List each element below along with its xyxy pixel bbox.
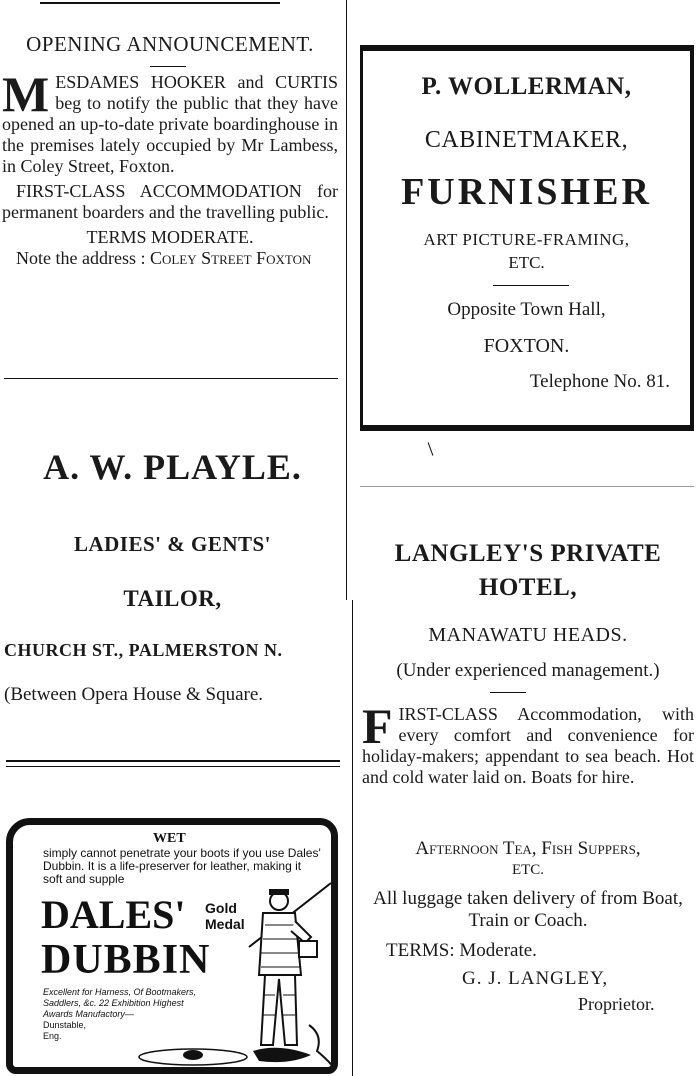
langley-title-2: HOTEL, bbox=[478, 574, 578, 601]
langley-rule bbox=[490, 692, 526, 693]
opening-terms: TERMS MODERATE. bbox=[86, 227, 254, 247]
wollerman-ad bbox=[360, 45, 694, 431]
fisherman-illustration bbox=[239, 875, 335, 1069]
dubbin-text: simply cannot penetrate your boots if you use Dales' Dubbin. It is a life-preserver for leather, making it soft and supple bbox=[43, 846, 321, 886]
playle-line1: LADIES' & GENTS' bbox=[73, 532, 272, 556]
wollerman-framing: ART PICTURE-FRAMING, bbox=[423, 230, 630, 249]
wollerman-bottom-rule bbox=[360, 486, 694, 487]
wollerman-top-border bbox=[363, 45, 690, 51]
langley-afternoon: Afternoon Tea, Fish Suppers, bbox=[415, 838, 641, 859]
dubbin-ad bbox=[6, 818, 338, 1074]
column-divider bbox=[346, 0, 347, 600]
langley-etc: ETC. bbox=[511, 862, 545, 878]
opening-address-block bbox=[2, 248, 338, 269]
wollerman-location: Opposite Town Hall, bbox=[447, 299, 606, 320]
langley-title-1: LANGLEY'S PRIVATE bbox=[394, 540, 662, 567]
wollerman-tick bbox=[428, 442, 434, 455]
langley-luggage: All luggage taken delivery of from Boat, Train or Coach. bbox=[373, 888, 683, 931]
opening-address-lead: Note the address : bbox=[16, 248, 146, 268]
wollerman-bottom-border bbox=[363, 425, 690, 431]
langley-left-rule bbox=[352, 600, 353, 1076]
opening-announcement bbox=[2, 66, 338, 269]
wollerman-trade: CABINETMAKER, bbox=[424, 127, 629, 153]
wollerman-telephone: Telephone No. 81. bbox=[529, 371, 670, 392]
opening-address: Coley Street Foxton bbox=[149, 248, 312, 268]
dubbin-small-2: Saddlers, &c. 22 Exhibition Highest bbox=[43, 998, 184, 1008]
dubbin-small-5: Eng. bbox=[43, 1031, 62, 1041]
langley-management: (Under experienced management.) bbox=[396, 660, 660, 681]
langley-proprietor-name: G. J. LANGLEY, bbox=[462, 968, 609, 989]
opening-accommodation: FIRST-CLASS ACCOMMODATION for permanent boarders and the travelling public. bbox=[2, 181, 338, 222]
opening-dropcap: M bbox=[2, 66, 50, 122]
opening-heading-rule bbox=[150, 66, 186, 67]
opening-heading: OPENING ANNOUNCEMENT. bbox=[26, 32, 314, 56]
dubbin-small-1: Excellent for Harness, Of Bootmakers, bbox=[43, 987, 197, 997]
dubbin-wet: WET bbox=[153, 831, 186, 846]
dubbin-small-3: Awards Manufactory— bbox=[43, 1009, 134, 1019]
langley-dropcap: F bbox=[362, 698, 393, 754]
opening-lead: ESDAMES HOOKER and CURTIS beg to notify the public that they have opened an up-to-date private boardinghouse in the premises lately occupied by Mr Lambess, in Coley Street, Foxton. bbox=[2, 72, 338, 176]
dubbin-brand-1: DALES' bbox=[41, 892, 186, 937]
opening-bottom-rule bbox=[4, 378, 338, 379]
ground-illustration bbox=[133, 1035, 253, 1069]
playle-rule-2 bbox=[6, 766, 340, 767]
top-rule bbox=[40, 2, 280, 4]
dubbin-medal-2: Medal bbox=[205, 916, 245, 932]
wollerman-furnisher: FURNISHER bbox=[401, 171, 652, 213]
langley-terms: TERMS: Moderate. bbox=[386, 940, 537, 961]
langley-proprietor: Proprietor. bbox=[578, 994, 655, 1014]
langley-body bbox=[362, 698, 694, 788]
playle-name: A. W. PLAYLE. bbox=[43, 447, 302, 487]
opening-lead-paragraph bbox=[2, 66, 338, 177]
playle-rule-1 bbox=[6, 760, 340, 762]
wollerman-name: P. WOLLERMAN, bbox=[421, 73, 632, 100]
wollerman-etc: ETC. bbox=[508, 253, 545, 272]
dubbin-medal-1: Gold bbox=[205, 900, 237, 916]
langley-location: MANAWATU HEADS. bbox=[428, 624, 628, 646]
playle-address: CHURCH ST., PALMERSTON N. bbox=[4, 640, 283, 660]
wollerman-town: FOXTON. bbox=[483, 335, 570, 357]
wollerman-rule bbox=[493, 285, 569, 286]
dubbin-brand-2: DUBBIN bbox=[41, 937, 211, 983]
dubbin-small-4: Dunstable, bbox=[43, 1020, 87, 1030]
playle-line2: TAILOR, bbox=[123, 586, 222, 611]
langley-body-text: IRST-CLASS Accommodation, with every comfort and convenience for holiday-makers; appendant to sea beach. Hot and cold water laid on. Boats for hire. bbox=[362, 704, 694, 787]
playle-between: (Between Opera House & Square. bbox=[4, 684, 264, 705]
